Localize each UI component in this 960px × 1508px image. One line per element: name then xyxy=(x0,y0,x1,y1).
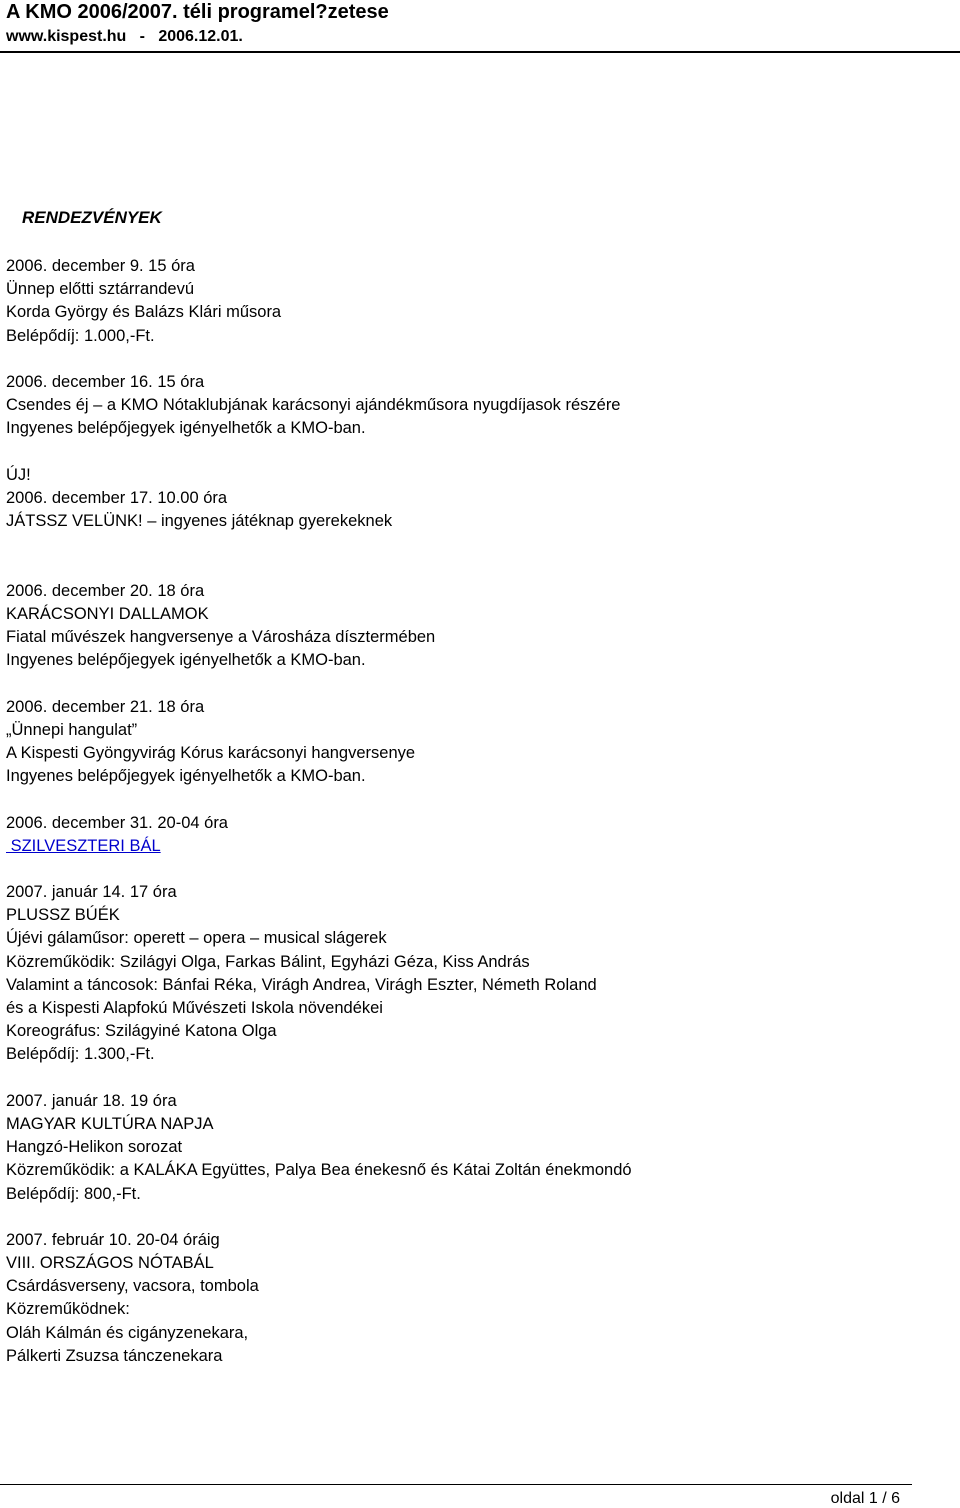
event-entry xyxy=(6,464,946,534)
event-line: Koreográfus: Szilágyiné Katona Olga xyxy=(6,1022,277,1041)
event-line: Csárdásverseny, vacsora, tombola xyxy=(6,1277,259,1296)
event-line: A Kispesti Gyöngyvirág Kórus karácsonyi hangversenye xyxy=(6,743,416,762)
event-line: Belépődíj: 800,-Ft. xyxy=(6,1184,141,1203)
event-entry xyxy=(6,1090,946,1206)
event-line: Ingyenes belépőjegyek igényelhetők a KMO-ban. xyxy=(6,767,366,786)
spacer xyxy=(6,1206,946,1229)
event-line: Ingyenes belépőjegyek igényelhetők a KMO-ban. xyxy=(6,651,366,670)
event-line: KARÁCSONYI DALLAMOK xyxy=(6,604,209,623)
event-line: Belépődíj: 1.000,-Ft. xyxy=(6,326,155,345)
event-line: Pálkerti Zsuzsa tánczenekara xyxy=(6,1346,223,1365)
event-line: 2006. december 20. 18 óra xyxy=(6,581,205,600)
event-line: Közreműködik: a KALÁKA Együttes, Palya Bea énekesnő és Kátai Zoltán énekmondó xyxy=(6,1161,632,1180)
event-line: ÚJ! xyxy=(6,465,31,484)
event-line: Fiatal művészek hangversenye a Városháza dísztermében xyxy=(6,628,436,646)
event-list xyxy=(6,255,946,1368)
event-line: Közreműködnek: xyxy=(6,1300,130,1319)
event-line: VIII. ORSZÁGOS NÓTABÁL xyxy=(6,1254,214,1273)
event-entry xyxy=(6,580,946,673)
event-line: 2006. december 9. 15 óra xyxy=(6,257,195,275)
footer-divider xyxy=(0,1484,912,1485)
document-title: A KMO 2006/2007. téli programel?zetese xyxy=(6,1,389,23)
event-line: Ünnep előtti sztárrandevú xyxy=(6,280,195,299)
event-entry xyxy=(6,371,946,441)
page-number: oldal 1 / 6 xyxy=(830,1490,900,1507)
event-line: MAGYAR KULTÚRA NAPJA xyxy=(6,1114,214,1133)
event-entry xyxy=(6,812,946,882)
spacer xyxy=(6,672,946,695)
event-line: JÁTSSZ VELÜNK! – ingyenes játéknap gyerekeknek xyxy=(6,512,393,531)
event-line: Korda György és Balázs Klári műsora xyxy=(6,303,282,322)
event-line xyxy=(6,835,946,858)
event-line: Hangzó-Helikon sorozat xyxy=(6,1138,183,1157)
event-line: 2007. február 10. 20-04 óráig xyxy=(6,1230,220,1249)
event-line: Belépődíj: 1.300,-Ft. xyxy=(6,1045,155,1064)
spacer xyxy=(6,441,946,464)
spacer xyxy=(6,348,946,371)
event-line: 2006. december 21. 18 óra xyxy=(6,697,205,716)
silvester-ball-link[interactable]: SZILVESZTERI BÁL xyxy=(6,836,161,855)
event-line: Újévi gálaműsor: operett – opera – musical slágerek xyxy=(6,929,387,948)
spacer xyxy=(6,788,946,811)
event-line: Oláh Kálmán és cigányzenekara, xyxy=(6,1323,249,1342)
event-line: Valamint a táncosok: Bánfai Réka, Virágh Andrea, Virágh Eszter, Németh Roland xyxy=(6,975,597,994)
event-line: „Ünnepi hangulat” xyxy=(6,720,138,739)
empty-link[interactable] xyxy=(6,858,12,874)
event-date: 2006. december 31. 20-04 óra xyxy=(6,813,228,832)
event-entry xyxy=(6,696,946,789)
event-entry xyxy=(6,1229,946,1368)
event-line: és a Kispesti Alapfokú Művészeti Iskola növendékei xyxy=(6,999,383,1017)
event-entry xyxy=(6,255,946,348)
event-line xyxy=(6,858,946,881)
event-line: Csendes éj – a KMO Nótaklubjának karácsonyi ajándékműsora nyugdíjasok részére xyxy=(6,396,621,415)
spacer xyxy=(6,533,946,556)
event-line: PLUSSZ BÚÉK xyxy=(6,906,120,925)
event-line: Közreműködik: Szilágyi Olga, Farkas Bálint, Egyházi Géza, Kiss András xyxy=(6,952,530,971)
section-heading: RENDEZVÉNYEK xyxy=(22,208,162,227)
spacer xyxy=(6,1067,946,1090)
spacer xyxy=(6,556,946,579)
event-entry xyxy=(6,881,946,1067)
event-line: 2006. december 17. 10.00 óra xyxy=(6,488,228,507)
page-header xyxy=(6,0,956,48)
event-line: 2007. január 14. 17 óra xyxy=(6,883,177,902)
document-subtitle: www.kispest.hu - 2006.12.01. xyxy=(6,28,243,45)
event-line: Ingyenes belépőjegyek igényelhetők a KMO-ban. xyxy=(6,419,366,438)
event-line: 2006. december 16. 15 óra xyxy=(6,372,205,391)
event-line: 2007. január 18. 19 óra xyxy=(6,1091,177,1110)
header-divider xyxy=(0,51,960,53)
